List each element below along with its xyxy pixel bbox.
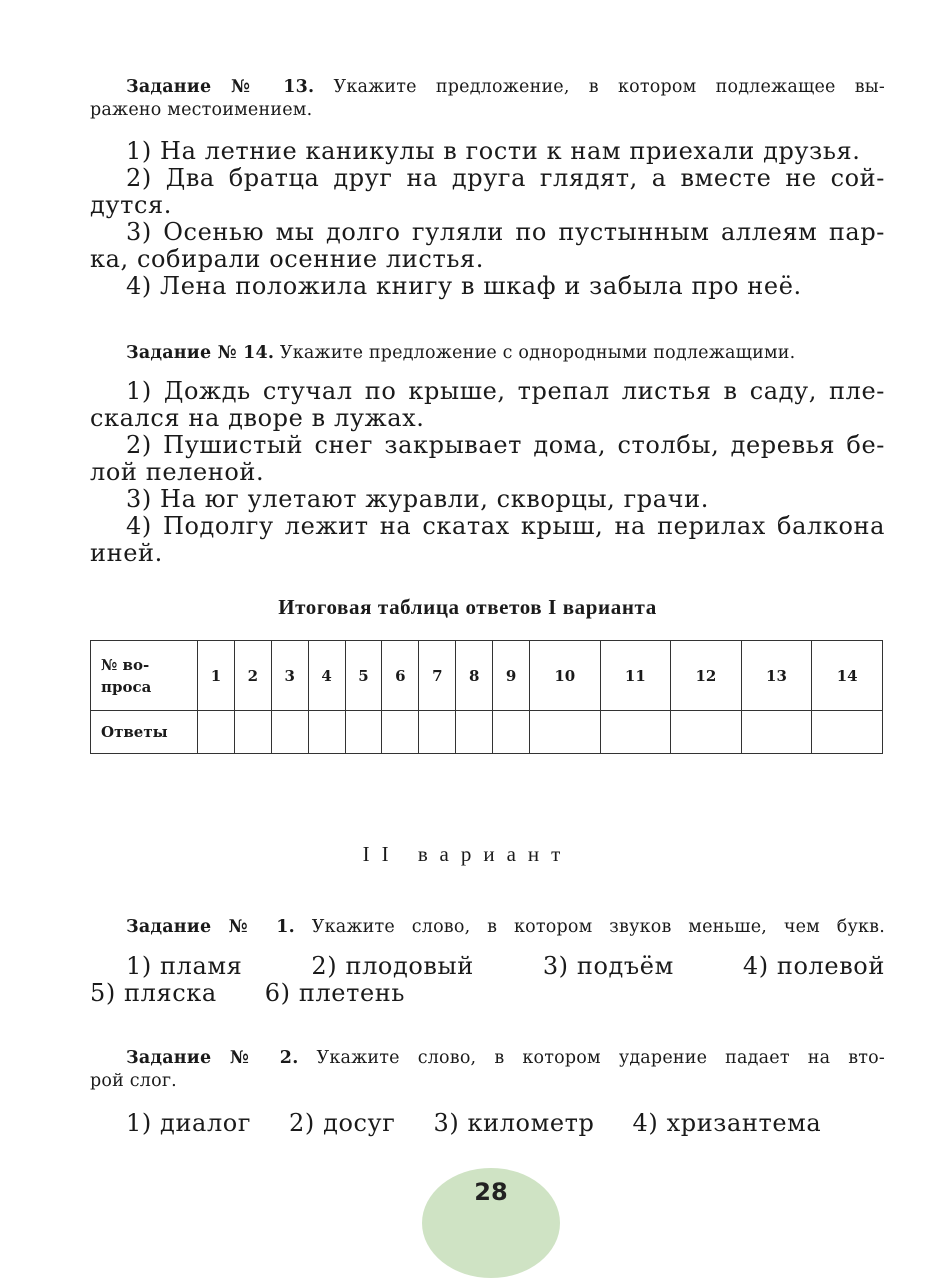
task-13-option-3-line1: 3) Осенью мы долго гуляли по пустынным аллеям пар- [126, 218, 885, 246]
task-14-option-3: 3) На юг улетают журавли, скворцы, грачи. [126, 485, 709, 513]
answer-cell[interactable] [271, 711, 308, 754]
task-1-label: Задание № 1. [126, 917, 295, 937]
question-number-cell: 4 [308, 641, 345, 711]
task-2-options-row [90, 1110, 885, 1137]
question-number-cell: 11 [600, 641, 671, 711]
answer-cell[interactable] [493, 711, 530, 754]
answer-cell[interactable] [671, 711, 742, 754]
task-1-option-1: 1) пламя [126, 952, 243, 980]
answer-cell[interactable] [812, 711, 883, 754]
task-1-option-3: 3) подъём [542, 952, 674, 980]
variant-2-title: II вариант [362, 842, 573, 866]
task-1-option-4: 4) полевой [742, 952, 885, 980]
task-14-label: Задание № 14. [126, 343, 275, 363]
question-number-cell: 8 [456, 641, 493, 711]
question-number-cell: 13 [741, 641, 812, 711]
answer-cell[interactable] [382, 711, 419, 754]
task-2-question-line1: Укажите слово, в котором ударение падает на вто- [316, 1048, 886, 1068]
task-1-option-5: 5) пляска [90, 979, 217, 1007]
question-number-cell: 1 [198, 641, 235, 711]
task-14-options [90, 378, 885, 567]
task-13-option-4: 4) Лена положила книгу в шкаф и забыла про неё. [126, 272, 802, 300]
question-number-header-line1: № во- [101, 655, 150, 674]
question-number-cell: 3 [271, 641, 308, 711]
question-number-cell: 10 [530, 641, 601, 711]
task-2-option-3: 3) километр [433, 1109, 595, 1137]
task-2-label: Задание № 2. [126, 1048, 299, 1068]
answer-table-answers-row [91, 711, 883, 754]
question-number-cell: 5 [345, 641, 382, 711]
answer-cell[interactable] [419, 711, 456, 754]
answer-cell[interactable] [530, 711, 601, 754]
task-14-option-2-line2: лой пеленой. [90, 458, 265, 486]
answer-cell[interactable] [741, 711, 812, 754]
question-number-cell: 14 [812, 641, 883, 711]
task-13-options [90, 138, 885, 300]
task-1-options [90, 953, 885, 1007]
answer-table-title: Итоговая таблица ответов I варианта [278, 595, 657, 619]
page-number: 28 [474, 1178, 508, 1206]
task-2-option-1: 1) диалог [126, 1109, 252, 1137]
task-1-heading [90, 916, 885, 939]
answer-table-header-row [91, 641, 883, 711]
answer-table [90, 640, 883, 754]
task-13-option-2-line1: 2) Два братца друг на друга глядят, а вместе не сой- [126, 164, 885, 192]
answer-cell[interactable] [198, 711, 235, 754]
question-number-cell: 2 [234, 641, 271, 711]
question-number-cell: 12 [671, 641, 742, 711]
task-2-options [90, 1110, 885, 1137]
task-2-question-line2: рой слог. [90, 1071, 177, 1091]
question-number-cell: 6 [382, 641, 419, 711]
task-14-option-1-line1: 1) Дождь стучал по крыше, трепал листья в саду, пле- [126, 377, 885, 405]
task-14-option-2-line1: 2) Пушистый снег закрывает дома, столбы, деревья бе- [126, 431, 885, 459]
task-1-question-line1: Укажите слово, в котором звуков меньше, чем букв. [311, 917, 885, 937]
answers-row-label: Ответы [91, 711, 198, 754]
task-13-option-3-line2: ка, собирали осенние листья. [90, 245, 484, 273]
task-13-option-1: 1) На летние каникулы в гости к нам приехали друзья. [126, 137, 861, 165]
task-13-question-line1: Укажите предложение, в котором подлежащее вы- [333, 77, 886, 97]
task-14-option-4-line2: иней. [90, 539, 163, 567]
task-1-option-2: 2) плодовый [311, 952, 474, 980]
answer-cell[interactable] [308, 711, 345, 754]
question-number-header-line2: проса [101, 677, 152, 696]
task-1-option-6: 6) плетень [264, 979, 406, 1007]
answer-cell[interactable] [345, 711, 382, 754]
answer-cell[interactable] [456, 711, 493, 754]
task-1-options-row2 [90, 980, 885, 1007]
answer-cell[interactable] [600, 711, 671, 754]
task-14-option-1-line2: скался на дворе в лужах. [90, 404, 425, 432]
task-2-heading [90, 1047, 885, 1093]
task-1-options-row1 [90, 953, 885, 980]
task-13-question-line2: ражено местоимением. [90, 100, 313, 120]
question-number-cell: 7 [419, 641, 456, 711]
task-2-option-2: 2) досуг [289, 1109, 396, 1137]
task-14-option-4-line1: 4) Подолгу лежит на скатах крыш, на перилах балкона [126, 512, 885, 540]
question-number-cell: 9 [493, 641, 530, 711]
task-13-heading [90, 76, 885, 122]
task-2-option-4: 4) хризантема [632, 1109, 822, 1137]
answer-cell[interactable] [234, 711, 271, 754]
task-14-heading [90, 342, 885, 365]
question-number-header [91, 641, 198, 711]
task-13-label: Задание № 13. [126, 77, 315, 97]
task-13-option-2-line2: дутся. [90, 191, 172, 219]
task-14-question-line1: Укажите предложение с однородными подлежащими. [279, 343, 796, 363]
